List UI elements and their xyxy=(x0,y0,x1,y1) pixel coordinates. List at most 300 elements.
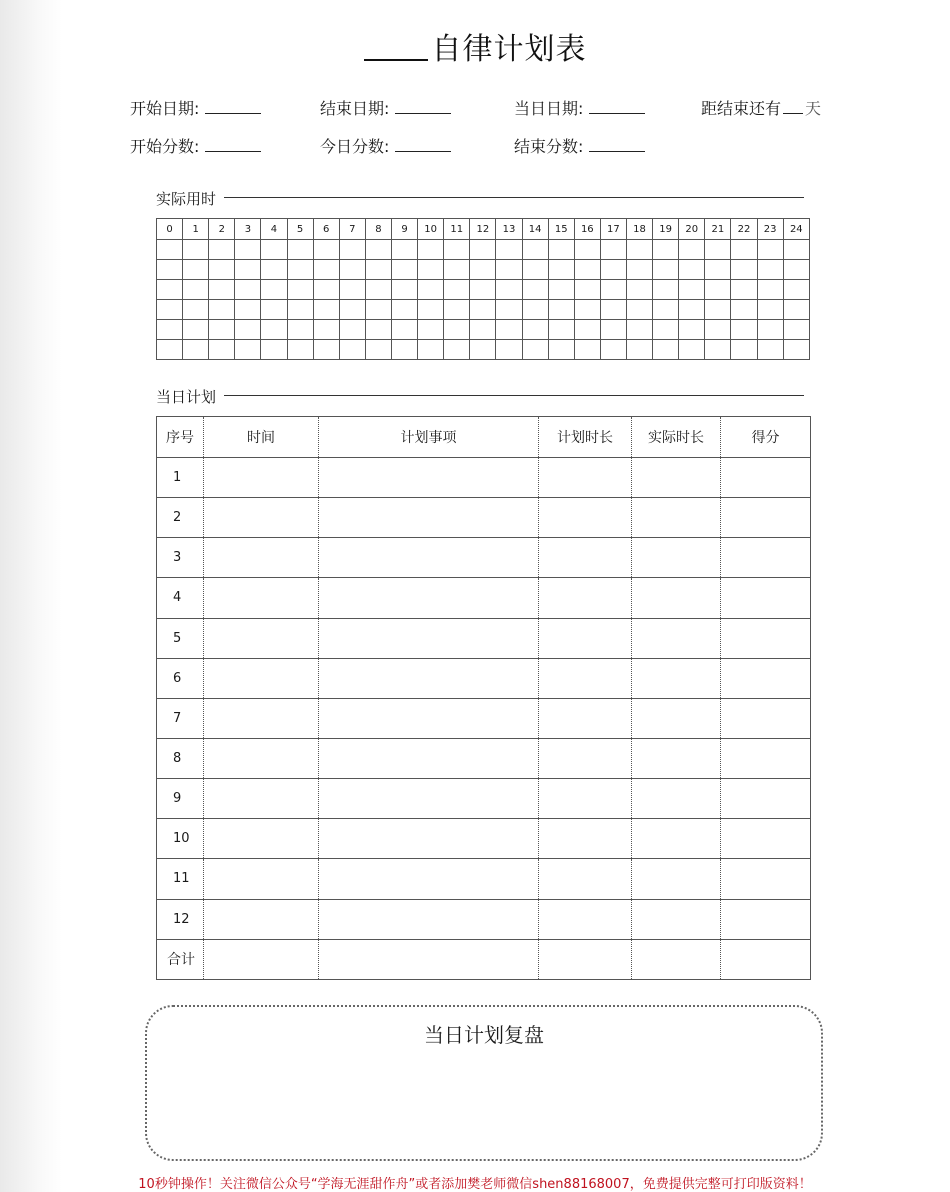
time-cell[interactable] xyxy=(183,280,209,300)
time-cell[interactable] xyxy=(705,280,731,300)
col-header-planned-duration: 计划时长 xyxy=(539,417,632,458)
hour-label: 15 xyxy=(548,219,574,240)
time-cell[interactable] xyxy=(600,340,626,360)
time-cell[interactable] xyxy=(496,260,522,280)
time-cell[interactable] xyxy=(339,340,365,360)
start-date-field xyxy=(130,96,261,119)
time-cell[interactable] xyxy=(235,340,261,360)
hour-label: 18 xyxy=(626,219,652,240)
hour-label: 4 xyxy=(261,219,287,240)
time-cell[interactable] xyxy=(783,260,809,280)
remaining-days-blank[interactable] xyxy=(783,101,803,114)
today-date-blank[interactable] xyxy=(589,101,645,114)
time-cell[interactable] xyxy=(522,300,548,320)
time-cell[interactable] xyxy=(444,280,470,300)
time-cell[interactable] xyxy=(204,658,319,698)
row-number: 11 xyxy=(157,859,204,899)
hour-label: 13 xyxy=(496,219,522,240)
time-cell[interactable] xyxy=(339,280,365,300)
plan-row xyxy=(157,538,811,578)
time-cell[interactable] xyxy=(204,538,319,578)
time-cell[interactable] xyxy=(261,280,287,300)
time-cell[interactable] xyxy=(757,280,783,300)
time-cell[interactable] xyxy=(183,260,209,280)
time-cell[interactable] xyxy=(313,320,339,340)
task-cell[interactable] xyxy=(319,538,539,578)
daily-plan-table xyxy=(156,416,811,980)
time-cell[interactable] xyxy=(444,320,470,340)
time-cell[interactable] xyxy=(339,300,365,320)
row-number: 7 xyxy=(157,698,204,738)
time-cell[interactable] xyxy=(731,260,757,280)
row-number: 1 xyxy=(157,458,204,498)
time-cell[interactable] xyxy=(653,260,679,280)
total-planned-duration-cell[interactable] xyxy=(539,939,632,979)
time-cell[interactable] xyxy=(339,260,365,280)
actual-duration-cell[interactable] xyxy=(632,498,721,538)
row-number: 4 xyxy=(157,578,204,618)
task-cell[interactable] xyxy=(319,458,539,498)
time-cell[interactable] xyxy=(626,300,652,320)
task-cell[interactable] xyxy=(319,578,539,618)
actual-time-heading: 实际用时 xyxy=(156,190,217,208)
time-cell[interactable] xyxy=(496,300,522,320)
time-cell[interactable] xyxy=(204,618,319,658)
total-task-cell[interactable] xyxy=(319,939,539,979)
planned-duration-cell[interactable] xyxy=(539,738,632,778)
hour-label: 14 xyxy=(522,219,548,240)
col-header-task: 计划事项 xyxy=(319,417,539,458)
time-cell[interactable] xyxy=(731,320,757,340)
time-cell[interactable] xyxy=(757,320,783,340)
time-cell[interactable] xyxy=(574,240,600,260)
time-cell[interactable] xyxy=(522,280,548,300)
time-cell[interactable] xyxy=(204,859,319,899)
time-cell[interactable] xyxy=(204,899,319,939)
time-cell[interactable] xyxy=(365,300,391,320)
end-date-blank[interactable] xyxy=(395,101,451,114)
plan-row xyxy=(157,458,811,498)
time-cell[interactable] xyxy=(287,320,313,340)
time-cell[interactable] xyxy=(339,240,365,260)
time-cell[interactable] xyxy=(470,260,496,280)
title-text: 自律计划表 xyxy=(431,32,587,67)
today-date-field xyxy=(514,96,645,119)
time-cell[interactable] xyxy=(418,320,444,340)
grid-row xyxy=(157,280,810,300)
score-cell[interactable] xyxy=(721,819,811,859)
time-cell[interactable] xyxy=(757,340,783,360)
time-cell[interactable] xyxy=(261,320,287,340)
time-cell[interactable] xyxy=(626,260,652,280)
time-cell[interactable] xyxy=(391,320,417,340)
time-cell[interactable] xyxy=(548,340,574,360)
time-cell[interactable] xyxy=(157,340,183,360)
time-cell[interactable] xyxy=(418,300,444,320)
time-cell[interactable] xyxy=(600,320,626,340)
task-cell[interactable] xyxy=(319,859,539,899)
planned-duration-cell[interactable] xyxy=(539,899,632,939)
time-cell[interactable] xyxy=(444,260,470,280)
title-blank-line xyxy=(364,29,428,61)
time-cell[interactable] xyxy=(235,280,261,300)
planned-duration-cell[interactable] xyxy=(539,538,632,578)
remaining-days-field xyxy=(701,96,821,119)
time-cell[interactable] xyxy=(313,260,339,280)
plan-row xyxy=(157,498,811,538)
time-cell[interactable] xyxy=(731,280,757,300)
actual-duration-cell[interactable] xyxy=(632,859,721,899)
start-date-label: 开始日期: xyxy=(130,99,200,118)
time-cell[interactable] xyxy=(287,300,313,320)
hour-label: 16 xyxy=(574,219,600,240)
time-cell[interactable] xyxy=(731,240,757,260)
actual-duration-cell[interactable] xyxy=(632,538,721,578)
time-cell[interactable] xyxy=(757,260,783,280)
plan-header-row xyxy=(157,417,811,458)
hour-label: 1 xyxy=(183,219,209,240)
actual-duration-cell[interactable] xyxy=(632,819,721,859)
time-cell[interactable] xyxy=(653,280,679,300)
start-date-blank[interactable] xyxy=(205,101,261,114)
grid-row xyxy=(157,260,810,280)
time-cell[interactable] xyxy=(287,340,313,360)
col-header-actual-duration: 实际时长 xyxy=(632,417,721,458)
time-cell[interactable] xyxy=(365,260,391,280)
time-cell[interactable] xyxy=(679,240,705,260)
planned-duration-cell[interactable] xyxy=(539,498,632,538)
time-cell[interactable] xyxy=(235,320,261,340)
score-cell[interactable] xyxy=(721,899,811,939)
actual-duration-cell[interactable] xyxy=(632,899,721,939)
time-cell[interactable] xyxy=(209,280,235,300)
planned-duration-cell[interactable] xyxy=(539,859,632,899)
col-header-index: 序号 xyxy=(157,417,204,458)
planned-duration-cell[interactable] xyxy=(539,458,632,498)
total-time-cell[interactable] xyxy=(204,939,319,979)
hour-label: 10 xyxy=(418,219,444,240)
time-cell[interactable] xyxy=(679,260,705,280)
time-cell[interactable] xyxy=(444,240,470,260)
time-cell[interactable] xyxy=(496,280,522,300)
hour-label: 23 xyxy=(757,219,783,240)
time-cell[interactable] xyxy=(600,300,626,320)
time-cell[interactable] xyxy=(626,280,652,300)
today-date-label: 当日日期: xyxy=(514,99,584,118)
time-cell[interactable] xyxy=(574,280,600,300)
time-cell[interactable] xyxy=(418,240,444,260)
time-cell[interactable] xyxy=(679,340,705,360)
hour-label: 6 xyxy=(313,219,339,240)
hour-label: 20 xyxy=(679,219,705,240)
time-cell[interactable] xyxy=(653,240,679,260)
score-cell[interactable] xyxy=(721,738,811,778)
task-cell[interactable] xyxy=(319,498,539,538)
time-cell[interactable] xyxy=(574,340,600,360)
time-cell[interactable] xyxy=(731,300,757,320)
task-cell[interactable] xyxy=(319,779,539,819)
time-cell[interactable] xyxy=(204,738,319,778)
time-cell[interactable] xyxy=(365,240,391,260)
score-cell[interactable] xyxy=(721,859,811,899)
hour-label: 3 xyxy=(235,219,261,240)
grid-row xyxy=(157,300,810,320)
time-cell[interactable] xyxy=(313,240,339,260)
time-cell[interactable] xyxy=(522,240,548,260)
end-date-field xyxy=(320,96,451,119)
time-cell[interactable] xyxy=(470,320,496,340)
time-cell[interactable] xyxy=(391,300,417,320)
time-cell[interactable] xyxy=(626,320,652,340)
time-cell[interactable] xyxy=(444,340,470,360)
row-number: 9 xyxy=(157,779,204,819)
row-number: 2 xyxy=(157,498,204,538)
task-cell[interactable] xyxy=(319,618,539,658)
task-cell[interactable] xyxy=(319,819,539,859)
time-cell[interactable] xyxy=(365,280,391,300)
planned-duration-cell[interactable] xyxy=(539,779,632,819)
page-edge-shadow xyxy=(0,0,62,1192)
time-cell[interactable] xyxy=(418,260,444,280)
grid-row xyxy=(157,320,810,340)
time-cell[interactable] xyxy=(496,340,522,360)
time-cell[interactable] xyxy=(204,498,319,538)
time-cell[interactable] xyxy=(600,240,626,260)
time-cell[interactable] xyxy=(209,300,235,320)
time-cell[interactable] xyxy=(313,280,339,300)
time-cell[interactable] xyxy=(157,300,183,320)
hour-label: 7 xyxy=(339,219,365,240)
hour-label: 8 xyxy=(365,219,391,240)
time-cell[interactable] xyxy=(157,280,183,300)
time-cell[interactable] xyxy=(391,340,417,360)
time-cell[interactable] xyxy=(287,280,313,300)
planned-duration-cell[interactable] xyxy=(539,578,632,618)
plan-row xyxy=(157,698,811,738)
plan-row xyxy=(157,658,811,698)
time-cell[interactable] xyxy=(731,340,757,360)
time-cell[interactable] xyxy=(522,340,548,360)
task-cell[interactable] xyxy=(319,899,539,939)
actual-duration-cell[interactable] xyxy=(632,698,721,738)
time-cell[interactable] xyxy=(548,240,574,260)
row-number: 10 xyxy=(157,819,204,859)
time-cell[interactable] xyxy=(653,320,679,340)
time-cell[interactable] xyxy=(261,260,287,280)
col-header-time: 时间 xyxy=(204,417,319,458)
time-cell[interactable] xyxy=(783,340,809,360)
time-cell[interactable] xyxy=(705,340,731,360)
time-cell[interactable] xyxy=(287,260,313,280)
today-score-blank[interactable] xyxy=(395,139,451,152)
time-cell[interactable] xyxy=(183,300,209,320)
start-score-blank[interactable] xyxy=(205,139,261,152)
time-cell[interactable] xyxy=(783,280,809,300)
time-cell[interactable] xyxy=(444,300,470,320)
hour-label: 0 xyxy=(157,219,183,240)
score-cell[interactable] xyxy=(721,698,811,738)
footer-notice: 10秒钟操作！关注微信公众号“学海无涯甜作舟”或者添加樊老师微信shen88168007，免费提供完整可打印版资料！ xyxy=(138,1177,812,1192)
hour-label: 11 xyxy=(444,219,470,240)
task-cell[interactable] xyxy=(319,658,539,698)
time-cell[interactable] xyxy=(183,240,209,260)
time-cell[interactable] xyxy=(235,260,261,280)
score-cell[interactable] xyxy=(721,618,811,658)
time-cell[interactable] xyxy=(626,340,652,360)
row-number: 3 xyxy=(157,538,204,578)
time-cell[interactable] xyxy=(313,340,339,360)
time-cell[interactable] xyxy=(204,578,319,618)
grid-row xyxy=(157,240,810,260)
planned-duration-cell[interactable] xyxy=(539,819,632,859)
time-cell[interactable] xyxy=(391,280,417,300)
time-cell[interactable] xyxy=(204,458,319,498)
hour-label: 12 xyxy=(470,219,496,240)
time-cell[interactable] xyxy=(783,320,809,340)
row-number: 8 xyxy=(157,738,204,778)
time-cell[interactable] xyxy=(757,240,783,260)
hour-label: 9 xyxy=(391,219,417,240)
time-cell[interactable] xyxy=(574,300,600,320)
end-score-blank[interactable] xyxy=(589,139,645,152)
time-cell[interactable] xyxy=(339,320,365,340)
plan-row xyxy=(157,578,811,618)
hour-label: 22 xyxy=(731,219,757,240)
plan-row xyxy=(157,779,811,819)
task-cell[interactable] xyxy=(319,698,539,738)
time-cell[interactable] xyxy=(204,779,319,819)
time-cell[interactable] xyxy=(496,320,522,340)
time-cell[interactable] xyxy=(679,320,705,340)
start-score-field xyxy=(130,134,261,157)
score-cell[interactable] xyxy=(721,779,811,819)
actual-duration-cell[interactable] xyxy=(632,578,721,618)
daily-plan-heading: 当日计划 xyxy=(156,388,217,406)
time-cell[interactable] xyxy=(365,320,391,340)
remaining-days-label: 距结束还有 xyxy=(701,99,782,118)
time-cell[interactable] xyxy=(313,300,339,320)
score-cell[interactable] xyxy=(721,538,811,578)
time-cell[interactable] xyxy=(183,320,209,340)
end-score-field xyxy=(514,134,645,157)
daily-plan-rule xyxy=(224,395,804,396)
time-cell[interactable] xyxy=(679,300,705,320)
score-cell[interactable] xyxy=(721,458,811,498)
time-cell[interactable] xyxy=(183,340,209,360)
total-score-cell[interactable] xyxy=(721,939,811,979)
time-cell[interactable] xyxy=(600,280,626,300)
actual-duration-cell[interactable] xyxy=(632,738,721,778)
time-cell[interactable] xyxy=(757,300,783,320)
time-cell[interactable] xyxy=(705,260,731,280)
plan-row xyxy=(157,859,811,899)
time-cell[interactable] xyxy=(157,240,183,260)
time-cell[interactable] xyxy=(574,260,600,280)
time-cell[interactable] xyxy=(653,300,679,320)
hour-label: 2 xyxy=(209,219,235,240)
actual-duration-cell[interactable] xyxy=(632,618,721,658)
time-cell[interactable] xyxy=(470,300,496,320)
time-cell[interactable] xyxy=(261,240,287,260)
time-cell[interactable] xyxy=(522,260,548,280)
time-cell[interactable] xyxy=(653,340,679,360)
score-cell[interactable] xyxy=(721,498,811,538)
time-cell[interactable] xyxy=(157,320,183,340)
time-cell[interactable] xyxy=(600,260,626,280)
time-cell[interactable] xyxy=(261,340,287,360)
time-cell[interactable] xyxy=(204,698,319,738)
task-cell[interactable] xyxy=(319,738,539,778)
actual-time-rule xyxy=(224,197,804,198)
time-cell[interactable] xyxy=(470,240,496,260)
time-cell[interactable] xyxy=(204,819,319,859)
plan-body xyxy=(157,458,811,980)
time-cell[interactable] xyxy=(157,260,183,280)
daily-review-box[interactable] xyxy=(145,1005,823,1161)
actual-duration-cell[interactable] xyxy=(632,779,721,819)
time-cell[interactable] xyxy=(548,320,574,340)
total-row xyxy=(157,939,811,979)
actual-time-grid xyxy=(156,218,810,360)
time-cell[interactable] xyxy=(418,340,444,360)
time-cell[interactable] xyxy=(522,320,548,340)
time-cell[interactable] xyxy=(783,240,809,260)
time-cell[interactable] xyxy=(391,240,417,260)
actual-duration-cell[interactable] xyxy=(632,458,721,498)
time-cell[interactable] xyxy=(209,240,235,260)
hour-label: 5 xyxy=(287,219,313,240)
hour-label: 24 xyxy=(783,219,809,240)
planned-duration-cell[interactable] xyxy=(539,658,632,698)
total-label: 合计 xyxy=(157,939,204,979)
col-header-score: 得分 xyxy=(721,417,811,458)
planned-duration-cell[interactable] xyxy=(539,698,632,738)
total-actual-duration-cell[interactable] xyxy=(632,939,721,979)
time-cell[interactable] xyxy=(470,340,496,360)
time-cell[interactable] xyxy=(209,260,235,280)
time-cell[interactable] xyxy=(209,340,235,360)
time-cell[interactable] xyxy=(235,300,261,320)
time-cell[interactable] xyxy=(626,240,652,260)
time-cell[interactable] xyxy=(209,320,235,340)
time-cell[interactable] xyxy=(418,280,444,300)
plan-row xyxy=(157,819,811,859)
row-number: 12 xyxy=(157,899,204,939)
actual-duration-cell[interactable] xyxy=(632,658,721,698)
time-cell[interactable] xyxy=(679,280,705,300)
time-cell[interactable] xyxy=(391,260,417,280)
time-cell[interactable] xyxy=(705,240,731,260)
time-cell[interactable] xyxy=(705,320,731,340)
time-cell[interactable] xyxy=(470,280,496,300)
plan-row xyxy=(157,618,811,658)
time-cell[interactable] xyxy=(235,240,261,260)
time-cell[interactable] xyxy=(574,320,600,340)
time-cell[interactable] xyxy=(548,260,574,280)
time-cell[interactable] xyxy=(496,240,522,260)
time-cell[interactable] xyxy=(548,280,574,300)
start-score-label: 开始分数: xyxy=(130,137,200,156)
score-cell[interactable] xyxy=(721,658,811,698)
time-cell[interactable] xyxy=(548,300,574,320)
planned-duration-cell[interactable] xyxy=(539,618,632,658)
time-cell[interactable] xyxy=(783,300,809,320)
time-cell[interactable] xyxy=(287,240,313,260)
time-cell[interactable] xyxy=(261,300,287,320)
score-cell[interactable] xyxy=(721,578,811,618)
time-cell[interactable] xyxy=(365,340,391,360)
time-cell[interactable] xyxy=(705,300,731,320)
